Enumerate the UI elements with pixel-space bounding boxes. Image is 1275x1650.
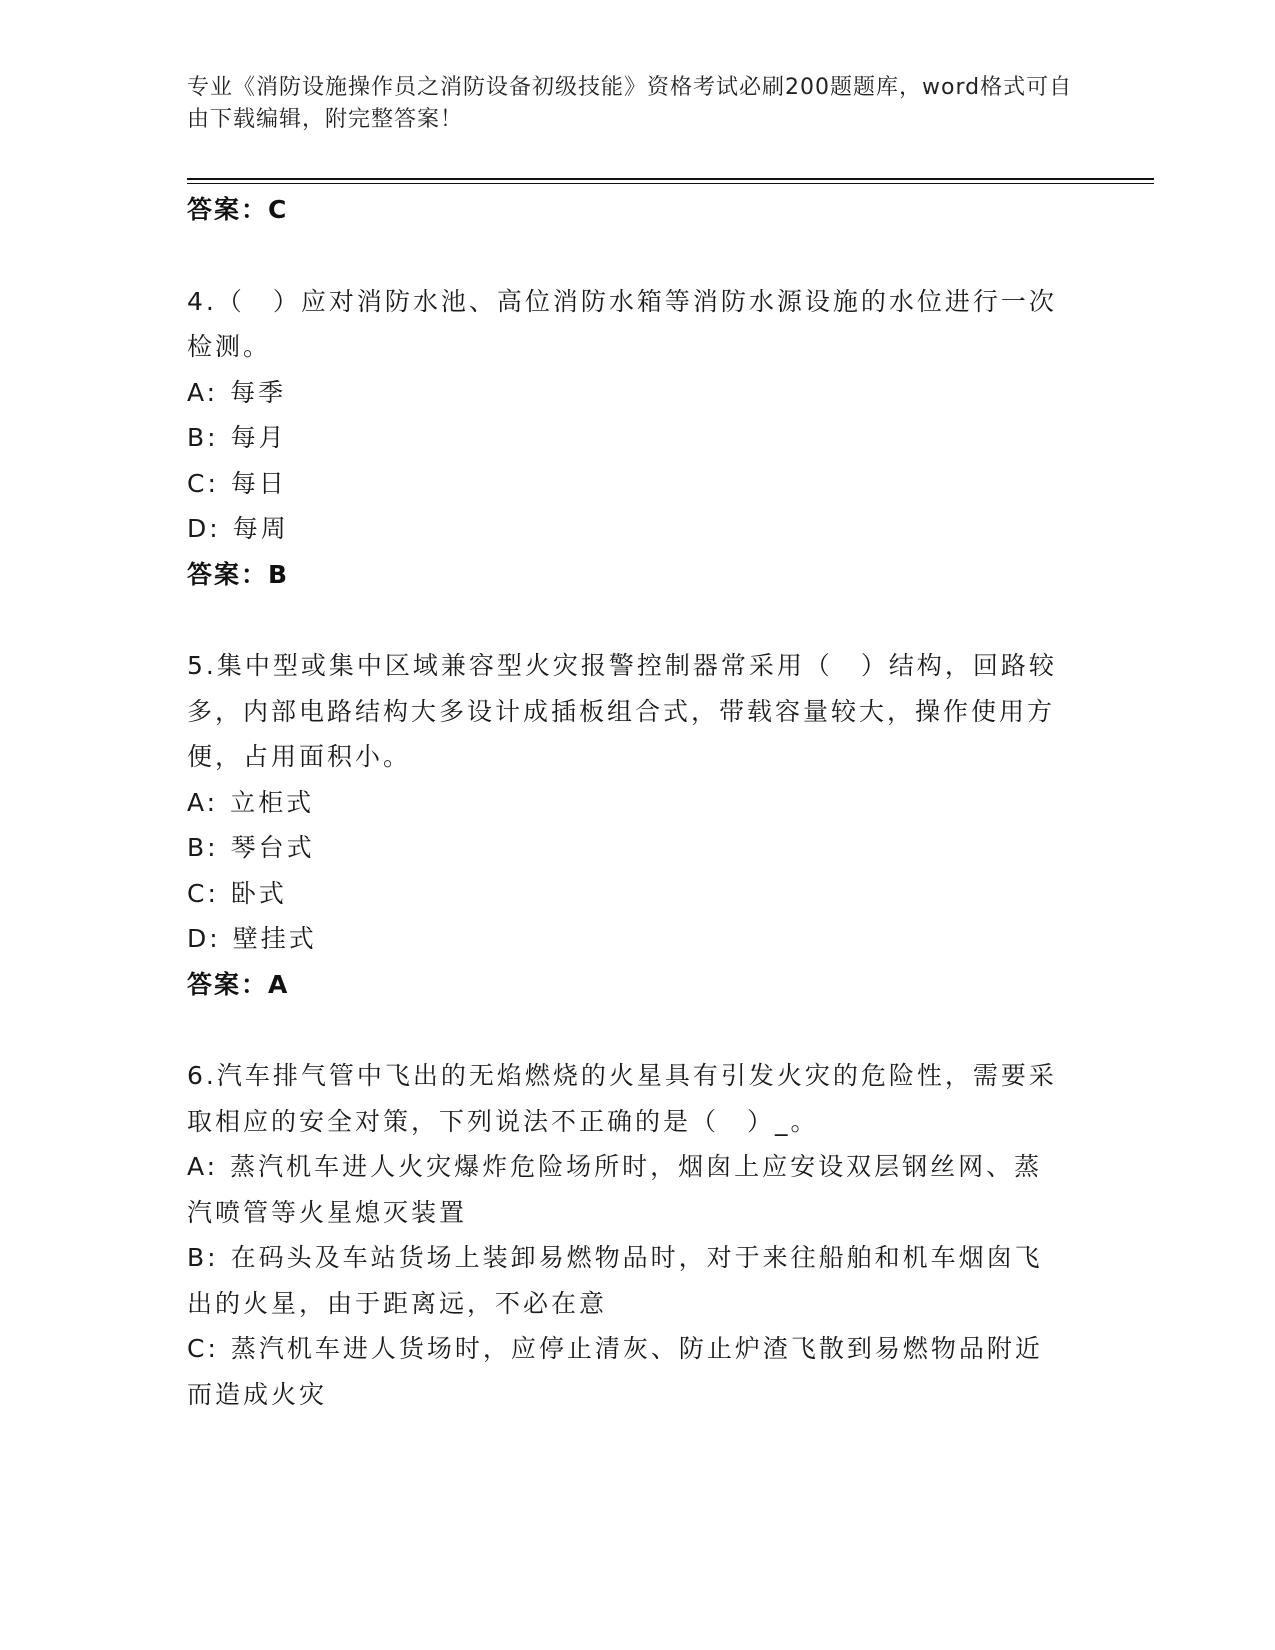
option-key: D: xyxy=(187,514,221,543)
option-a xyxy=(187,370,1067,416)
spacer xyxy=(187,1007,1087,1053)
option-b xyxy=(187,1235,1067,1326)
option-text: 琴台式 xyxy=(230,833,315,862)
option-c xyxy=(187,871,1067,917)
option-text: 每周 xyxy=(232,514,289,543)
question-text: 6.汽车排气管中飞出的无焰燃烧的火星具有引发火灾的危险性，需要采取相应的安全对策，下列说法不正确的是（ ）_。 xyxy=(187,1061,1057,1136)
option-text: 蒸汽机车进人货场时，应停止清灰、防止炉渣飞散到易燃物品附近而造成火灾 xyxy=(187,1334,1043,1409)
answer: 答案：A xyxy=(187,969,290,999)
option-c xyxy=(187,1326,1067,1417)
option-d xyxy=(187,506,1067,552)
option-key: C: xyxy=(187,468,219,498)
option-text: 蒸汽机车进人火灾爆炸危险场所时，烟囱上应安设双层钢丝网、蒸汽喷管等火星熄灭装置 xyxy=(187,1152,1043,1227)
question-5 xyxy=(187,643,1087,1007)
option-key: B: xyxy=(187,1243,219,1272)
option-key: A: xyxy=(187,1152,219,1181)
option-text: 立柜式 xyxy=(230,787,315,817)
option-key: B: xyxy=(187,833,219,862)
option-key: A: xyxy=(187,377,219,407)
option-b xyxy=(187,825,1067,871)
option-key: A: xyxy=(187,787,219,817)
option-text: 卧式 xyxy=(230,878,287,908)
document-body xyxy=(187,187,1087,1417)
option-key: C: xyxy=(187,1334,219,1363)
header-rule-thin xyxy=(187,183,1154,184)
question-4 xyxy=(187,279,1087,598)
document-header: 专业《消防设施操作员之消防设备初级技能》资格考试必刷200题题库，word格式可自由下载编辑，附完整答案！ xyxy=(187,75,1073,132)
option-a xyxy=(187,1144,1067,1235)
option-key: D: xyxy=(187,924,221,953)
header-rule-thick xyxy=(187,178,1154,180)
option-c xyxy=(187,461,1067,507)
answer: 答案：B xyxy=(187,559,290,589)
question-6 xyxy=(187,1053,1087,1417)
option-d xyxy=(187,916,1067,962)
option-text: 每日 xyxy=(230,468,287,498)
spacer xyxy=(187,597,1087,643)
option-key: C: xyxy=(187,878,219,908)
option-text: 在码头及车站货场上装卸易燃物品时，对于来往船舶和机车烟囱飞出的火星，由于距离远，不必在意 xyxy=(187,1243,1043,1318)
option-key: B: xyxy=(187,423,219,452)
option-text: 每季 xyxy=(230,377,287,407)
previous-answer: 答案：C xyxy=(187,195,289,224)
question-text: 4.（ ）应对消防水池、高位消防水箱等消防水源设施的水位进行一次检测。 xyxy=(187,286,1057,361)
spacer xyxy=(187,233,1087,279)
option-a xyxy=(187,780,1067,826)
option-b xyxy=(187,415,1067,461)
question-text: 5.集中型或集中区域兼容型火灾报警控制器常采用（ ）结构，回路较多，内部电路结构大多设计成插板组合式，带载容量较大，操作使用方便，占用面积小。 xyxy=(187,651,1057,771)
option-text: 壁挂式 xyxy=(232,924,317,953)
option-text: 每月 xyxy=(230,423,287,452)
